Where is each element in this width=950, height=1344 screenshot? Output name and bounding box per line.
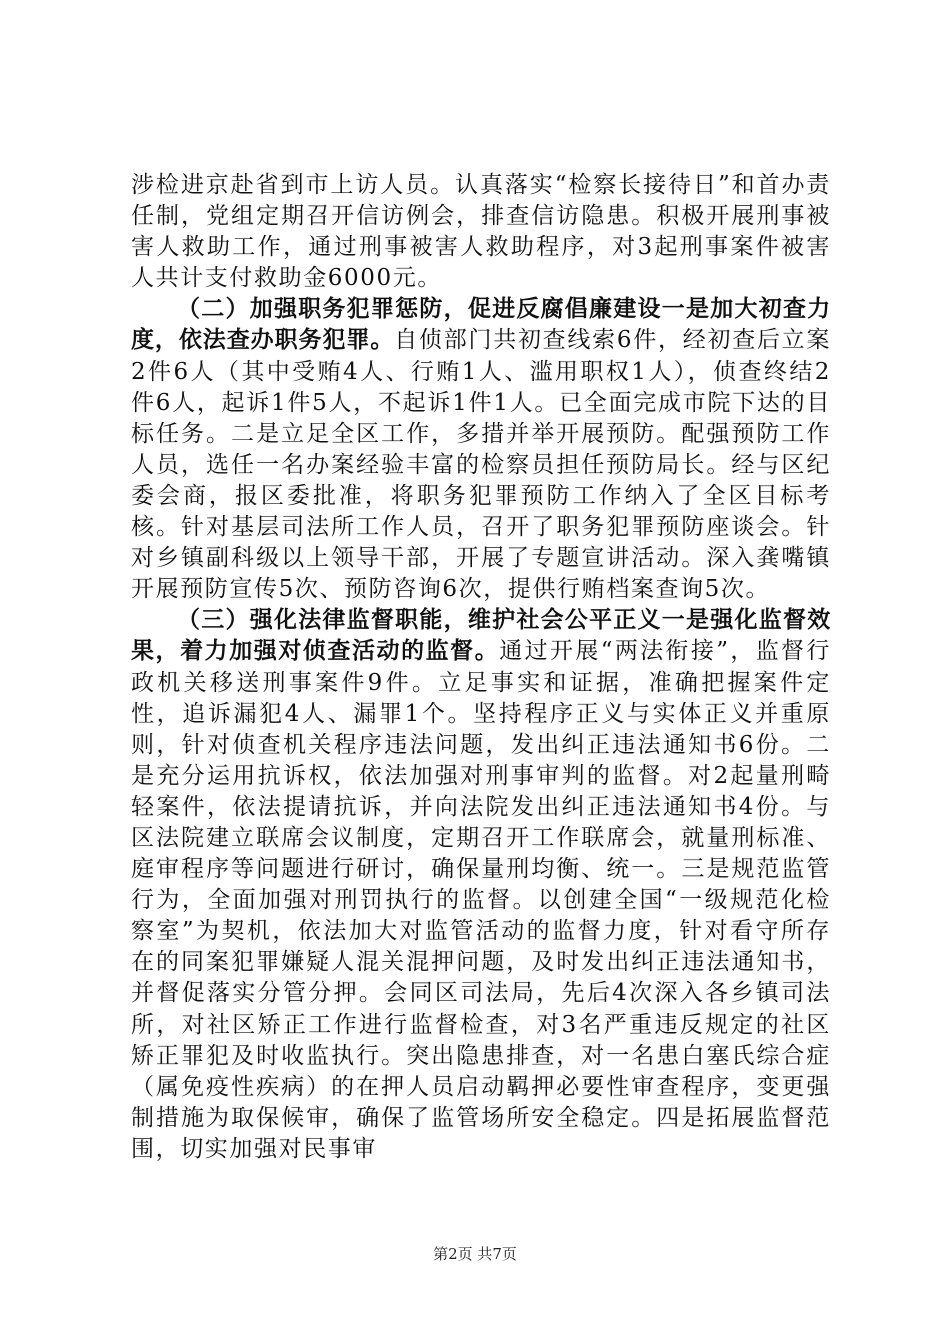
document-body bbox=[131, 170, 831, 1165]
paragraph-2-text: 自侦部门共初查线索6件，经初查后立案2件6人（其中受贿4人、行贿1人、滥用职权1人），侦查终结2件6人，起诉1件5人，不起诉1件1人。已全面完成市院下达的目标任务。二是立足全区工作，多措并举开展预防。配强预防工作人员，选任一名办案经验丰富的检察员担任预防局长。经与区纪委会商，报区委批准，将职务犯罪预防工作纳入了全区目标考核。针对基层司法所工作人员，召开了职务犯罪预防座谈会。针对乡镇副科级以上领导干部，开展了专题宣讲活动。深入龚嘴镇开展预防宣传5次、预防咨询6次，提供行贿档案查询5次。 bbox=[131, 327, 831, 603]
paragraph-2 bbox=[131, 294, 831, 605]
paragraph-2-heading: （二）加强职务犯罪惩防，促进反腐倡廉建设一是加大初查力度，依法查办职务犯罪。 bbox=[131, 296, 831, 354]
paragraph-3 bbox=[131, 605, 831, 1165]
paragraph-1-text: 涉检进京赴省到市上访人员。认真落实“检察长接待日”和首办责任制，党组定期召开信访例会，排查信访隐患。积极开展刑事被害人救助工作，通过刑事被害人救助程序，对3起刑事案件被害人共计支付救助金6000元。 bbox=[131, 172, 831, 292]
page-number: 第2页 共7页 bbox=[433, 1245, 517, 1263]
page-footer bbox=[0, 1243, 950, 1264]
paragraph-3-heading: （三）强化法律监督职能，维护社会公平正义一是强化监督效果，着力加强对侦查活动的监督。 bbox=[131, 607, 831, 665]
paragraph-1 bbox=[131, 170, 831, 294]
paragraph-3-text: 通过开展“两法衔接”，监督行政机关移送刑事案件9件。立足事实和证据，准确把握案件定性，追诉漏犯4人、漏罪1个。坚持程序正义与实体正义并重原则，针对侦查机关程序违法问题，发出纠正违法通知书6份。二是充分运用抗诉权，依法加强对刑事审判的监督。对2起量刑畸轻案件，依法提请抗诉，并向法院发出纠正违法通知书4份。与区法院建立联席会议制度，定期召开工作联席会，就量刑标准、庭审程序等问题进行研讨，确保量刑均衡、统一。三是规范监管行为，全面加强对刑罚执行的监督。以创建全国“一级规范化检察室”为契机，依法加大对监管活动的监督力度，针对看守所存在的同案犯罪嫌疑人混关混押问题，及时发出纠正违法通知书，并督促落实分管分押。会同区司法局，先后4次深入各乡镇司法所，对社区矫正工作进行监督检查，对3名严重违反规定的社区矫正罪犯及时收监执行。突出隐患排查，对一名患白塞氏综合症（属免疫性疾病）的在押人员启动羁押必要性审查程序，变更强制措施为取保候审，确保了监管场所安全稳定。四是拓展监督范围，切实加强对民事审 bbox=[131, 638, 831, 1162]
